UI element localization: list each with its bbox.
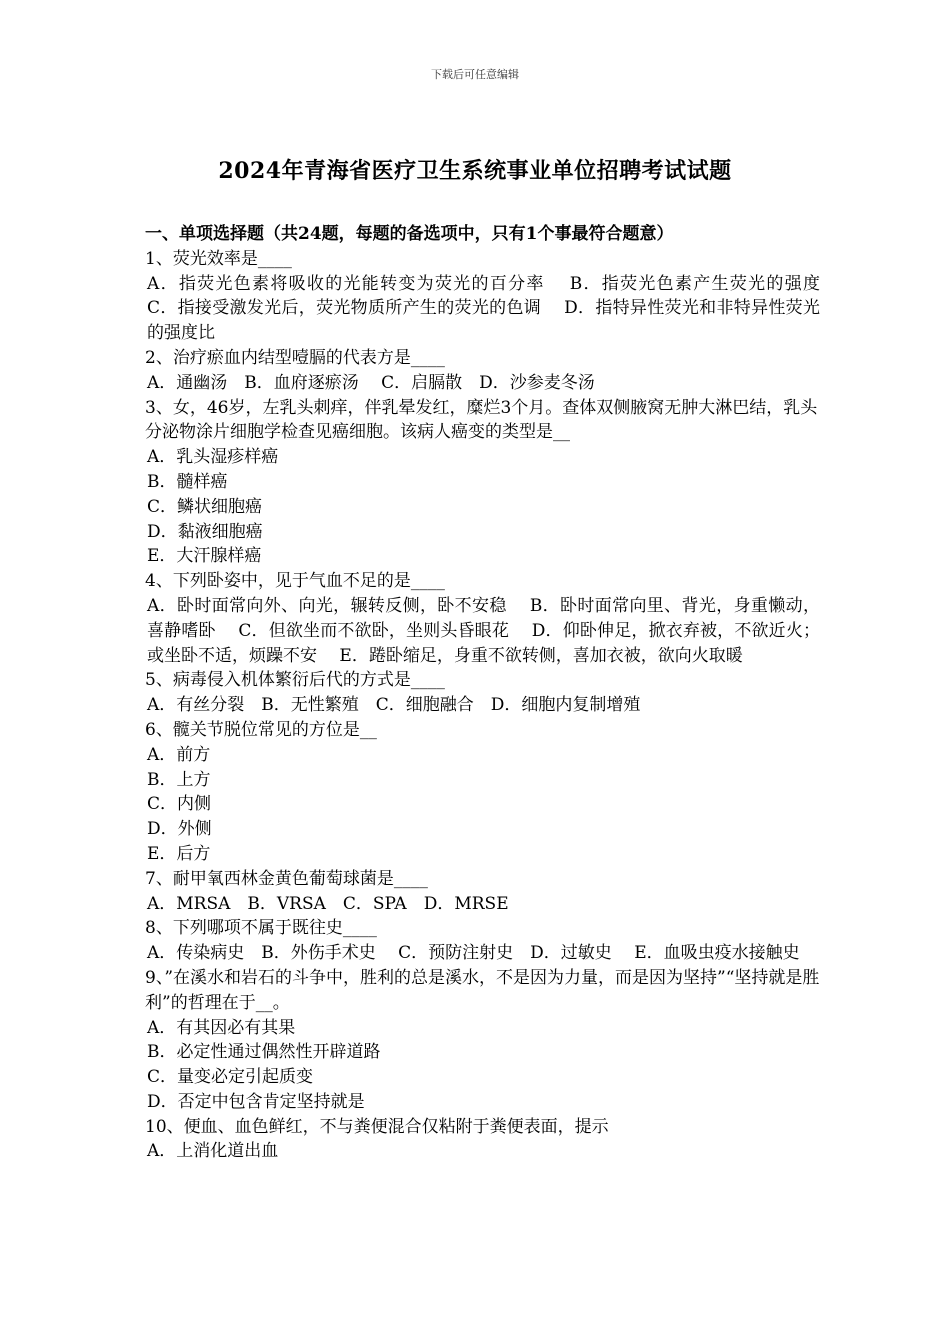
page-header-note: 下载后可任意编辑 (431, 68, 519, 81)
option-a: A．前方 (147, 744, 211, 765)
option-d: D．外侧 (147, 819, 212, 840)
option-b: B．髓样癌 (147, 471, 228, 492)
question-4 (145, 569, 820, 668)
question-3 (145, 396, 820, 570)
question-options: A．MRSA B．VRSA C．SPA D．MRSE (147, 893, 509, 914)
question-options: A．卧时面常向外、向光，辗转反侧，卧不安稳 B．卧时面常向里、背光，身重懒动，喜静嗜卧 C．但欲坐而不欲卧，坐则头昏眼花 D．仰卧伸足，掀衣弃被，不欲近火；或坐卧不适，烦躁不安 E．踡卧缩足，身重不欲转侧，喜加衣被，欲向火取暖 (147, 595, 820, 666)
question-9 (145, 966, 820, 1115)
question-stem: 2、治疗瘀血内结型噎膈的代表方是____ (145, 347, 445, 368)
question-stem: 8、下列哪项不属于既往史____ (145, 918, 377, 939)
question-options: A．有丝分裂 B．无性繁殖 C．细胞融合 D．细胞内复制增殖 (147, 695, 641, 716)
option-c: C．量变必定引起质变 (147, 1067, 314, 1088)
question-options: A．传染病史 B．外伤手术史 C．预防注射史 D．过敏史 E．血吸虫疫水接触史 (147, 943, 800, 964)
question-8 (145, 916, 820, 966)
question-stem: 6、髋关节脱位常见的方位是__ (145, 719, 377, 740)
option-a: A．乳头湿疹样癌 (147, 447, 279, 468)
option-b: B．上方 (147, 769, 211, 790)
question-1 (145, 247, 843, 346)
option-b: B．必定性通过偶然性开辟道路 (147, 1042, 381, 1063)
question-5 (145, 668, 820, 718)
question-stem: 1、荧光效率是____ (145, 248, 292, 269)
question-stem: 4、下列卧姿中，见于气血不足的是____ (145, 571, 445, 592)
option-d: D．否定中包含肯定坚持就是 (147, 1091, 365, 1112)
question-options: A．通幽汤 B．血府逐瘀汤 C．启膈散 D．沙参麦冬汤 (147, 372, 595, 393)
option-d: D．黏液细胞癌 (147, 521, 263, 542)
section-heading: 一、单项选择题（共24题，每题的备选项中，只有1个事最符合题意） (145, 224, 674, 244)
option-a: A．有其因必有其果 (147, 1017, 296, 1038)
question-2 (145, 346, 820, 396)
question-10 (145, 1115, 820, 1165)
question-stem: 7、耐甲氧西林金黄色葡萄球菌是____ (145, 868, 428, 889)
question-stem: 3、女，46岁，左乳头刺痒，伴乳晕发红，糜烂3个月。查体双侧腋窝无肿大淋巴结，乳头分泌物涂片细胞学检查见癌细胞。该病人癌变的类型是__ (145, 397, 818, 443)
option-e: E．大汗腺样癌 (147, 546, 262, 567)
question-7 (145, 867, 820, 917)
option-c: C．内侧 (147, 794, 212, 815)
question-stem: 9、”在溪水和岩石的斗争中，胜利的总是溪水，不是因为力量，而是因为坚持”“坚持就是胜利”的哲理在于__。 (145, 967, 820, 1013)
option-a: A．上消化道出血 (147, 1141, 279, 1162)
exam-content (145, 222, 843, 1164)
document-title: 2024年青海省医疗卫生系统事业单位招聘考试试题 (218, 158, 732, 184)
question-stem: 10、便血、血色鲜红，不与粪便混合仅粘附于粪便表面，提示 (145, 1116, 609, 1137)
question-6 (145, 718, 820, 867)
option-c: C．鳞状细胞癌 (147, 496, 263, 517)
question-stem: 5、病毒侵入机体繁衍后代的方式是____ (145, 670, 445, 691)
option-e: E．后方 (147, 843, 211, 864)
question-options: A．指荧光色素将吸收的光能转变为荧光的百分率 B．指荧光色素产生荧光的强度 C．指接受激发光后，荧光物质所产生的荧光的色调 D．指特异性荧光和非特异性荧光的强度比 (147, 273, 843, 344)
